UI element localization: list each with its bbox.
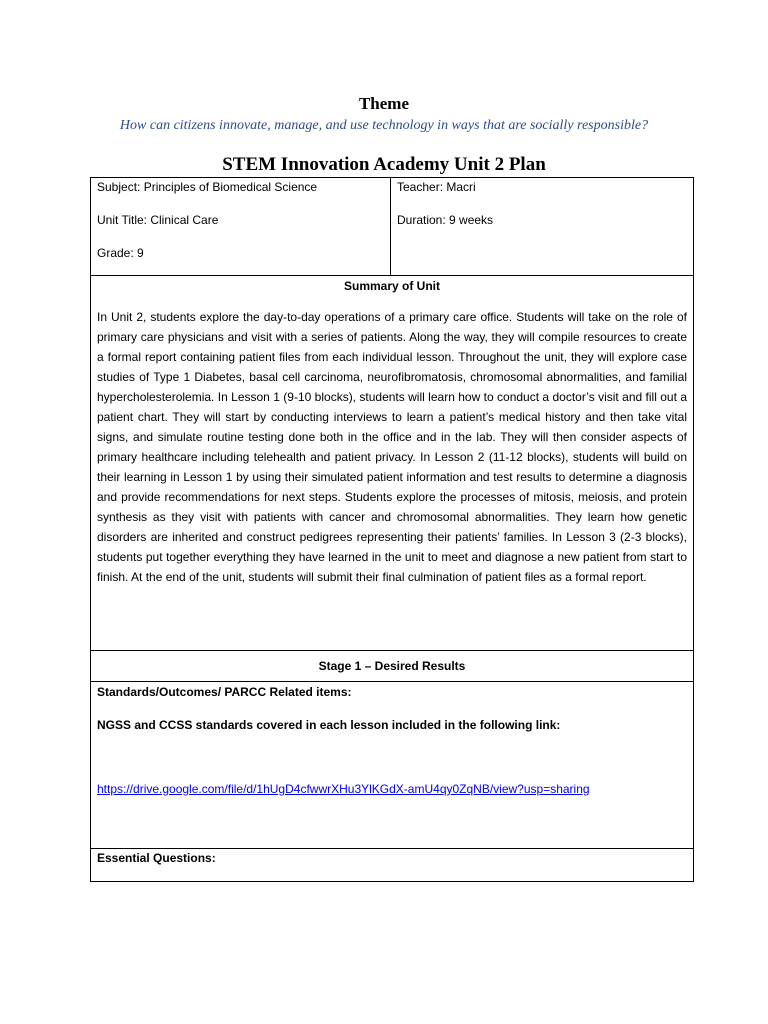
teacher-info-cell: [391, 178, 694, 276]
theme-title: Theme: [358, 94, 410, 113]
standards-link[interactable]: https://drive.google.com/file/d/1hUgD4cfwwrXHu3YlKGdX-amU4qy0ZqNB/view?usp=sharing: [97, 782, 590, 796]
grade-label: Grade: 9: [97, 246, 144, 260]
essential-questions-row: [91, 849, 694, 882]
info-row: [91, 178, 694, 276]
duration-label: Duration: 9 weeks: [397, 213, 494, 227]
stage1-heading: Stage 1 – Desired Results: [91, 651, 694, 682]
unit-title-label: Unit Title: Clinical Care: [97, 213, 219, 227]
ngss-text: NGSS and CCSS standards covered in each lesson included in the following link:: [97, 718, 561, 732]
summary-cell: [91, 276, 694, 651]
standards-label: Standards/Outcomes/ PARCC Related items:: [97, 685, 352, 699]
unit-plan-table: [90, 177, 694, 882]
teacher-label: Teacher: Macri: [397, 180, 476, 194]
summary-heading: Summary of Unit: [343, 279, 440, 293]
standards-cell: [91, 682, 694, 849]
summary-row: [91, 276, 694, 651]
stage1-heading-row: [91, 651, 694, 682]
standards-row: [91, 682, 694, 849]
subject-label: Subject: Principles of Biomedical Science: [97, 180, 318, 194]
summary-text: In Unit 2, students explore the day-to-day operations of a primary care office. Students will take on the role of primary care physicians and visit with a series of patients. Along the way, they will compile resources to create a formal report containing patient files from each individual lesson. Throughout the unit, they will explore case studies of Type 1 Diabetes, basal cell carcinoma, neurofibromatosis, chromosomal abnormalities, and familial hypercholesterolemia. In Lesson 1 (9-10 blocks), students will learn how to conduct a doctor’s visit and fill out a patient chart. They will start by conducting interviews to learn a patient’s medical history and then take vital signs, and simulate routine testing done both in the office and in the lab. They will then consider aspects of primary healthcare including telehealth and patient privacy. In Lesson 2 (11-12 blocks), students will build on their learning in Lesson 1 by using their simulated patient information and test results to determine a diagnosis and provide recommendations for next steps. Students explore the processes of mitosis, meiosis, and protein synthesis as they visit with patients with cancer and chromosomal abnormalities. They learn how genetic disorders are inherited and construct pedigrees representing their patients’ families. In Lesson 3 (2-3 blocks), students put together everything they have learned in the unit to meet and diagnose a new patient from start to finish. At the end of the unit, students will submit their final culmination of patient files as a formal report.: [97, 310, 687, 584]
essential-questions-label: Essential Questions:: [91, 849, 694, 882]
subject-info-cell: [91, 178, 391, 276]
theme-question: How can citizens innovate, manage, and use technology in ways that are socially responsible?: [119, 118, 649, 133]
plan-title: STEM Innovation Academy Unit 2 Plan: [222, 154, 546, 175]
